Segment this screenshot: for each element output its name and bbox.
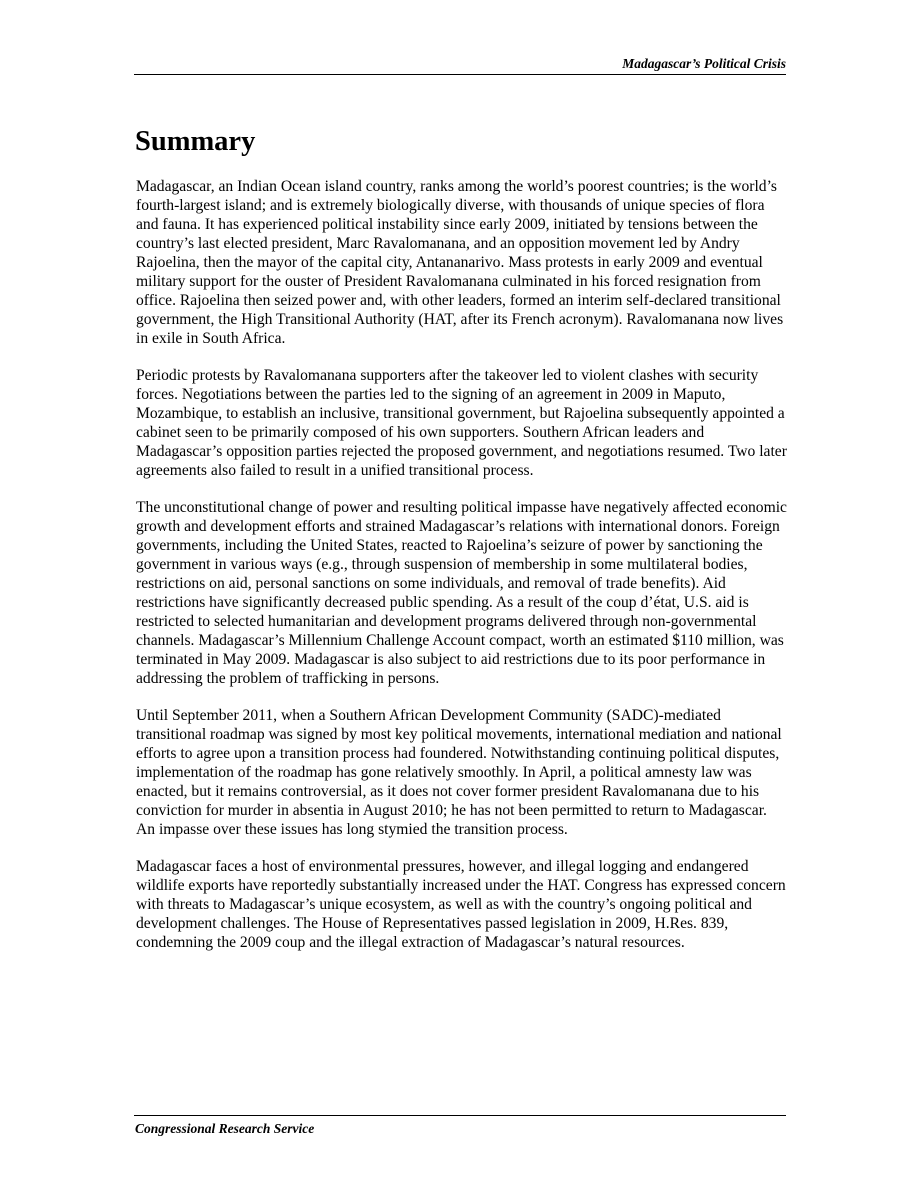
paragraph: Until September 2011, when a Southern African Development Community (SADC)-mediated transitional roadmap was signed by most key political movements, international mediation and national efforts to agree upon a transition process had foundered. Notwithstanding continuing political disputes, implementation of the roadmap has gone relatively smoothly. In April, a political amnesty law was enacted, but it remains controversial, as it does not cover former president Ravalomanana due to his conviction for murder in absentia in August 2010; he has not been permitted to return to Madagascar. An impasse over these issues has long stymied the transition process. [136, 707, 782, 838]
footer-divider [134, 1115, 786, 1116]
summary-body [136, 177, 788, 970]
running-header: Madagascar’s Political Crisis [622, 56, 786, 71]
header-divider [134, 74, 786, 75]
running-footer: Congressional Research Service [135, 1121, 315, 1136]
paragraph: Madagascar, an Indian Ocean island country, ranks among the world’s poorest countries; is the world’s fourth-largest island; and is extremely biologically diverse, with thousands of unique species of flora and fauna. It has experienced political instability since early 2009, initiated by tensions between the country’s last elected president, Marc Ravalomanana, and an opposition movement led by Andry Rajoelina, then the mayor of the capital city, Antananarivo. Mass protests in early 2009 and eventual military support for the ouster of President Ravalomanana culminated in his forced resignation from office. Rajoelina then seized power and, with other leaders, formed an interim self-declared transitional government, the High Transitional Authority (HAT, after its French acronym). Ravalomanana now lives in exile in South Africa. [136, 178, 784, 347]
page-title: Summary [135, 126, 256, 157]
paragraph: Madagascar faces a host of environmental pressures, however, and illegal logging and endangered wildlife exports have reportedly substantially increased under the HAT. Congress has expressed concern with threats to Madagascar’s unique ecosystem, as well as with the country’s ongoing political and development challenges. The House of Representatives passed legislation in 2009, H.Res. 839, condemning the 2009 coup and the illegal extraction of Madagascar’s natural resources. [136, 858, 786, 951]
paragraph: The unconstitutional change of power and resulting political impasse have negatively affected economic growth and development efforts and strained Madagascar’s relations with international donors. Foreign governments, including the United States, reacted to Rajoelina’s seizure of power by sanctioning the government in various ways (e.g., through suspension of membership in some multilateral bodies, restrictions on aid, personal sanctions on some individuals, and removal of trade benefits). Aid restrictions have significantly decreased public spending. As a result of the coup d’état, U.S. aid is restricted to selected humanitarian and development programs delivered through non-governmental channels. Madagascar’s Millennium Challenge Account compact, worth an estimated $110 million, was terminated in May 2009. Madagascar is also subject to aid restrictions due to its poor performance in addressing the problem of trafficking in persons. [136, 499, 787, 687]
paragraph: Periodic protests by Ravalomanana supporters after the takeover led to violent clashes with security forces. Negotiations between the parties led to the signing of an agreement in 2009 in Maputo, Mozambique, to establish an inclusive, transitional government, but Rajoelina subsequently appointed a cabinet seen to be primarily composed of his own supporters. Southern African leaders and Madagascar’s opposition parties rejected the proposed government, and negotiations resumed. Two later agreements also failed to result in a unified transitional process. [136, 367, 787, 479]
